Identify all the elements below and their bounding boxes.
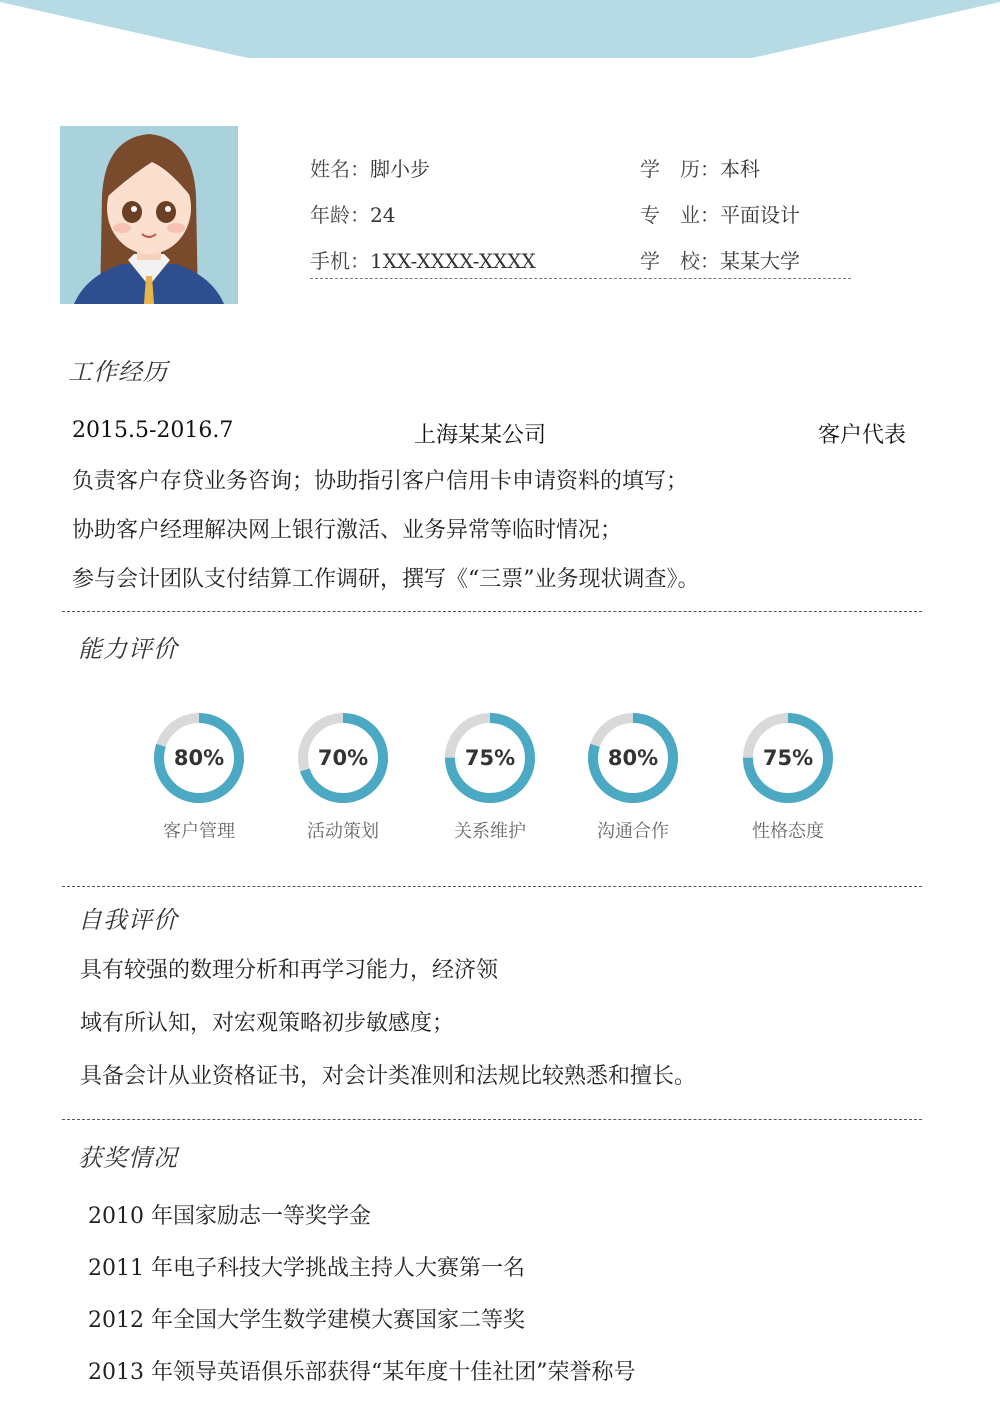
job-company: 上海某某公司 (414, 423, 547, 448)
avatar (60, 126, 238, 304)
skill-gauge (585, 710, 681, 806)
phone-field (310, 251, 536, 271)
skill-label: 沟通合作 (597, 821, 669, 842)
award-item: 2011 年电子科技大学挑战主持人大赛第一名 (88, 1256, 525, 1281)
section-divider (62, 611, 922, 612)
work-duty-line: 协助客户经理解决网上银行激活、业务异常等临时情况； (72, 518, 623, 543)
age-label: 年龄： (310, 203, 370, 227)
major-value: 平面设计 (720, 203, 800, 227)
skill-gauge (151, 710, 247, 806)
phone-label: 手机： (310, 249, 370, 273)
top-banner (0, 0, 1000, 62)
education-field (640, 159, 760, 179)
name-label: 姓名： (310, 157, 370, 181)
awards-section-title: 获奖情况 (78, 1144, 178, 1172)
education-value: 本科 (720, 157, 760, 181)
skill-percent: 70% (317, 746, 369, 770)
skill-label: 关系维护 (454, 821, 526, 842)
award-item: 2010 年国家励志一等奖学金 (88, 1204, 371, 1229)
skill-percent: 80% (607, 746, 659, 770)
work-section-title: 工作经历 (68, 358, 168, 386)
skill-percent: 75% (464, 746, 516, 770)
skill-label: 性格态度 (752, 821, 824, 842)
award-item: 2012 年全国大学生数学建模大赛国家二等奖 (88, 1308, 525, 1333)
section-divider (62, 886, 922, 887)
age-value: 24 (370, 203, 396, 227)
self-eval-line: 具备会计从业资格证书，对会计类准则和法规比较熟悉和擅长。 (80, 1064, 697, 1089)
name-value: 脚小步 (370, 157, 430, 181)
top-banner-shape (0, 0, 1000, 58)
job-role: 客户代表 (817, 423, 906, 448)
self-eval-line: 域有所认知，对宏观策略初步敏感度； (80, 1011, 455, 1036)
job-header (72, 418, 906, 448)
section-divider (62, 1119, 922, 1120)
name-field (310, 159, 430, 179)
self-eval-line: 具有较强的数理分析和再学习能力，经济领 (80, 958, 499, 983)
award-item: 2013 年领导英语俱乐部获得“某年度十佳社团”荣誉称号 (88, 1360, 636, 1385)
self-eval-section-title: 自我评价 (78, 906, 178, 934)
info-divider (310, 278, 851, 279)
skills-section-title: 能力评价 (78, 635, 178, 663)
job-date: 2015.5-2016.7 (72, 418, 234, 443)
skill-gauge (295, 710, 391, 806)
skill-label: 活动策划 (307, 821, 379, 842)
age-field (310, 205, 395, 225)
education-label: 学 历： (640, 157, 720, 181)
skill-gauge (442, 710, 538, 806)
work-duty-line: 负责客户存贷业务咨询；协助指引客户信用卡申请资料的填写； (72, 469, 689, 494)
work-duty-line: 参与会计团队支付结算工作调研，撰写《“三票”业务现状调查》。 (72, 567, 700, 592)
school-field (640, 251, 800, 271)
phone-value: 1XX-XXXX-XXXX (370, 249, 536, 273)
school-value: 某某大学 (720, 249, 800, 273)
skill-percent: 80% (173, 746, 225, 770)
major-field (640, 205, 800, 225)
major-label: 专 业： (640, 203, 720, 227)
school-label: 学 校： (640, 249, 720, 273)
skill-percent: 75% (762, 746, 814, 770)
skill-label: 客户管理 (163, 821, 235, 842)
skill-gauge (740, 710, 836, 806)
